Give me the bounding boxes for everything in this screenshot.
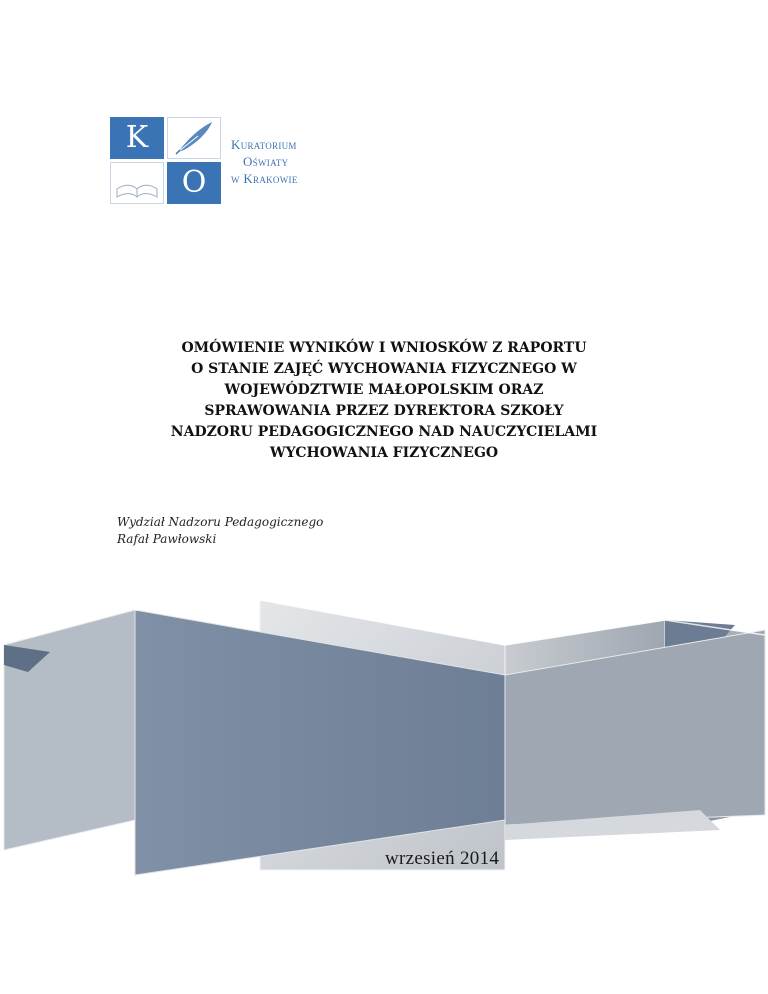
logo-line-2: Oświaty xyxy=(243,154,289,169)
logo-line-3: w Krakowie xyxy=(231,171,298,186)
quill-icon xyxy=(167,117,221,159)
publication-date: wrzesień 2014 xyxy=(385,848,500,869)
open-book-icon xyxy=(110,162,164,204)
author-block xyxy=(117,514,323,548)
logo-tile-o: O xyxy=(167,162,221,204)
logo-wordmark xyxy=(231,136,298,187)
decorative-panels-graphic xyxy=(0,590,768,880)
title-line: WYCHOWANIA FIZYCZNEGO xyxy=(269,445,499,461)
logo-tile-k: K xyxy=(110,117,164,159)
document-title xyxy=(90,338,678,464)
title-line: NADZORU PEDAGOGICZNEGO NAD NAUCZYCIELAMI xyxy=(170,424,598,440)
panel-left-back xyxy=(4,610,135,850)
title-line: SPRAWOWANIA PRZEZ DYREKTORA SZKOŁY xyxy=(204,403,564,419)
author-department: Wydział Nadzoru Pedagogicznego xyxy=(117,515,324,529)
title-line: OMÓWIENIE WYNIKÓW I WNIOSKÓW Z RAPORTU xyxy=(181,340,587,356)
author-name: Rafał Pawłowski xyxy=(117,532,217,546)
title-line: WOJEWÓDZTWIE MAŁOPOLSKIM ORAZ xyxy=(224,382,544,398)
kuratorium-logo xyxy=(110,117,340,205)
logo-line-1: Kuratorium xyxy=(231,137,297,152)
title-line: O STANIE ZAJĘĆ WYCHOWANIA FIZYCZNEGO W xyxy=(191,361,577,377)
